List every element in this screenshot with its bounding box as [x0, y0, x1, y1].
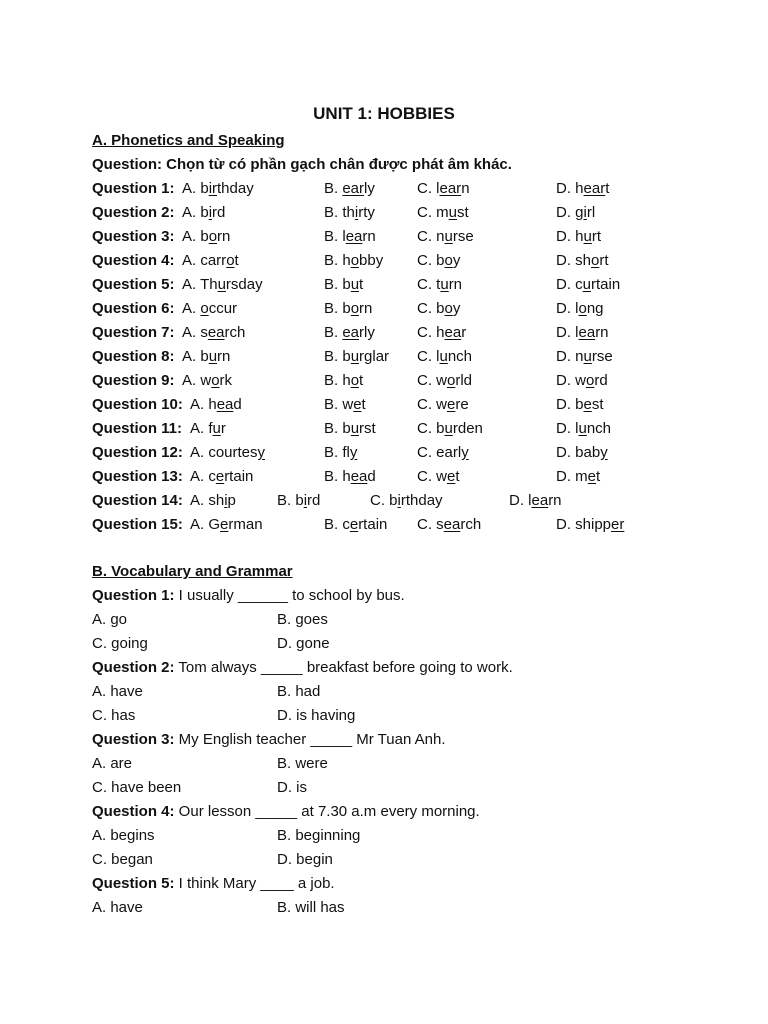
question-label: Question 8: [92, 348, 175, 365]
options-row [92, 849, 492, 871]
answer-option: A. courtesy [190, 444, 266, 461]
underlined-part: e [353, 396, 362, 413]
answer-option: C. have been [92, 779, 182, 796]
question-text: My English teacher _____ Mr Tuan Anh. [174, 731, 446, 748]
vocab-question [92, 657, 513, 679]
answer-option: D. long [556, 300, 604, 317]
question-label: Question 15: [92, 516, 183, 533]
vocab-question [92, 873, 335, 895]
underlined-part: er [611, 516, 625, 533]
phonetics-question-row [92, 346, 692, 368]
underlined-part: o [226, 252, 235, 269]
underlined-part: u [440, 276, 449, 293]
answer-option: B. will has [277, 899, 345, 916]
answer-option: C. burden [417, 420, 483, 437]
underlined-part: i [208, 204, 213, 221]
phonetics-question-row [92, 466, 692, 488]
question-label: Question 1: [92, 587, 175, 604]
phonetics-question-row [92, 178, 692, 200]
answer-option: A. German [190, 516, 263, 533]
phonetics-question-row [92, 418, 692, 440]
answer-option: C. birthday [370, 492, 443, 509]
phonetics-question-row [92, 490, 692, 512]
underlined-part: e [447, 396, 456, 413]
question-label: Question 2: [92, 659, 175, 676]
underlined-part: e [583, 396, 592, 413]
underlined-part: e [349, 516, 359, 533]
answer-option: C. wet [417, 468, 460, 485]
underlined-part: o [444, 252, 453, 269]
answer-option: A. go [92, 611, 128, 628]
underlined-part: i [303, 492, 308, 509]
answer-option: A. have [92, 899, 143, 916]
underlined-part: u [583, 348, 592, 365]
underlined-part: y [349, 444, 358, 461]
answer-option: B. burst [324, 420, 376, 437]
underlined-part: ea [531, 492, 549, 509]
answer-option: C. search [417, 516, 482, 533]
underlined-part: ea [444, 324, 462, 341]
answer-option: A. occur [182, 300, 238, 317]
options-row [92, 825, 492, 847]
underlined-part: o [350, 300, 360, 317]
underlined-part: u [350, 420, 360, 437]
answer-option: C. lunch [417, 348, 473, 365]
underlined-part: e [447, 468, 456, 485]
answer-option: C. boy [417, 300, 461, 317]
underlined-part: ea [342, 324, 360, 341]
answer-option: D. baby [556, 444, 608, 461]
answer-option: B. early [324, 180, 375, 197]
answer-option: C. going [92, 635, 148, 652]
answer-option: D. met [556, 468, 601, 485]
question-label: Question 5: [92, 875, 175, 892]
instruction-text: Chọn từ có phần gạch chân được phát âm khác. [162, 156, 512, 173]
vocab-question [92, 585, 405, 607]
answer-option: A. born [182, 228, 231, 245]
answer-option: A. are [92, 755, 133, 772]
answer-option: B. burglar [324, 348, 390, 365]
underlined-part: y [257, 444, 266, 461]
answer-option: C. early [417, 444, 469, 461]
options-row [92, 753, 492, 775]
answer-option: C. nurse [417, 228, 474, 245]
options-row [92, 777, 492, 799]
answer-option: A. Thursday [182, 276, 263, 293]
question-label: Question 9: [92, 372, 175, 389]
underlined-part: i [354, 204, 359, 221]
question-label: Question 3: [92, 228, 175, 245]
answer-option: B. thirty [324, 204, 375, 221]
answer-option: A. burn [182, 348, 231, 365]
underlined-part: o [350, 252, 360, 269]
phonetics-question-row [92, 394, 692, 416]
answer-option: D. curtain [556, 276, 621, 293]
page-title: UNIT 1: HOBBIES [313, 104, 455, 123]
question-label: Question 13: [92, 468, 183, 485]
question-label: Question 4: [92, 803, 175, 820]
underlined-part: o [208, 228, 218, 245]
answer-option: D. short [556, 252, 609, 269]
question-text: Tom always _____ breakfast before going to work. [174, 659, 513, 676]
options-row [92, 705, 492, 727]
answer-option: C. world [417, 372, 473, 389]
answer-option: A. fur [190, 420, 226, 437]
answer-option: D. learn [509, 492, 562, 509]
answer-option: B. fly [324, 444, 358, 461]
underlined-part: u [582, 276, 592, 293]
phonetics-question-row [92, 202, 692, 224]
underlined-part: u [212, 420, 221, 437]
phonetics-question-row [92, 442, 692, 464]
underlined-part: ea [216, 396, 234, 413]
vocab-question [92, 801, 480, 823]
underlined-part: u [578, 420, 587, 437]
answer-option: B. goes [277, 611, 328, 628]
answer-option: B. early [324, 324, 375, 341]
phonetics-question-row [92, 274, 692, 296]
answer-option: D. girl [556, 204, 596, 221]
answer-option: C. began [92, 851, 153, 868]
underlined-part: ear [342, 180, 365, 197]
options-row [92, 609, 492, 631]
question-label: Question 4: [92, 252, 175, 269]
answer-option: D. is [277, 779, 307, 796]
answer-option: B. head [324, 468, 376, 485]
phonetics-question-row [92, 370, 692, 392]
underlined-part: o [200, 300, 209, 317]
answer-option: A. carrot [182, 252, 239, 269]
answer-option: B. had [277, 683, 321, 700]
section-a-heading: A. Phonetics and Speaking [92, 132, 285, 149]
answer-option: A. ship [190, 492, 236, 509]
instruction-label: Question: [92, 156, 162, 173]
answer-option: B. hot [324, 372, 364, 389]
answer-option: B. wet [324, 396, 366, 413]
question-label: Question 1: [92, 180, 175, 197]
underlined-part: e [587, 468, 597, 485]
answer-option: C. were [417, 396, 469, 413]
answer-option: B. but [324, 276, 364, 293]
options-row [92, 681, 492, 703]
answer-option: B. learn [324, 228, 376, 245]
answer-option: C. must [417, 204, 469, 221]
underlined-part: u [444, 420, 453, 437]
underlined-part: o [444, 300, 453, 317]
underlined-part: o [578, 300, 587, 317]
phonetics-question-row [92, 322, 692, 344]
answer-option: D. hurt [556, 228, 602, 245]
underlined-part: o [586, 372, 595, 389]
answer-option: C. hear [417, 324, 467, 341]
phonetics-question-row [92, 250, 692, 272]
answer-option: B. certain [324, 516, 388, 533]
section-b-heading: B. Vocabulary and Grammar [92, 563, 293, 580]
vocab-question [92, 729, 446, 751]
phonetics-question-row [92, 298, 692, 320]
underlined-part: u [439, 348, 448, 365]
answer-option: A. begins [92, 827, 155, 844]
answer-option: D. shipper [556, 516, 625, 533]
underlined-part: u [350, 276, 360, 293]
answer-option: D. is having [277, 707, 356, 724]
question-label: Question 7: [92, 324, 175, 341]
answer-option: B. hobby [324, 252, 384, 269]
underlined-part: y [461, 444, 469, 461]
underlined-part: u [350, 348, 360, 365]
underlined-part: o [591, 252, 600, 269]
answer-option: B. born [324, 300, 373, 317]
answer-option: A. search [182, 324, 246, 341]
underlined-part: u [208, 348, 218, 365]
answer-option: A. certain [190, 468, 254, 485]
options-row [92, 897, 492, 919]
underlined-part: u [448, 204, 458, 221]
question-text: Our lesson _____ at 7.30 a.m every morning. [174, 803, 480, 820]
underlined-part: e [220, 516, 229, 533]
answer-option: D. best [556, 396, 604, 413]
underlined-part: ear [439, 180, 462, 197]
question-label: Question 2: [92, 204, 175, 221]
question-label: Question 3: [92, 731, 175, 748]
underlined-part: e [215, 468, 225, 485]
question-label: Question 6: [92, 300, 175, 317]
answer-option: D. begin [277, 851, 333, 868]
answer-option: D. gone [277, 635, 330, 652]
question-label: Question 10: [92, 396, 183, 413]
answer-option: D. word [556, 372, 608, 389]
underlined-part: ir [208, 180, 218, 197]
question-label: Question 5: [92, 276, 175, 293]
answer-option: A. have [92, 683, 143, 700]
underlined-part: ea [207, 324, 225, 341]
answer-option: B. were [277, 755, 328, 772]
underlined-part: o [447, 372, 456, 389]
underlined-part: ea [443, 516, 461, 533]
question-label: Question 14: [92, 492, 183, 509]
options-row [92, 633, 492, 655]
answer-option: A. head [190, 396, 242, 413]
answer-option: A. work [182, 372, 233, 389]
underlined-part: o [211, 372, 220, 389]
underlined-part: u [444, 228, 453, 245]
answer-option: C. has [92, 707, 136, 724]
phonetics-question-row [92, 226, 692, 248]
underlined-part: u [217, 276, 226, 293]
underlined-part: y [600, 444, 608, 461]
answer-option: D. heart [556, 180, 610, 197]
answer-option: C. boy [417, 252, 461, 269]
answer-option: D. lunch [556, 420, 612, 437]
answer-option: A. birthday [182, 180, 254, 197]
question-label: Question 11: [92, 420, 183, 437]
underlined-part: u [583, 228, 592, 245]
question-text: I usually ______ to school by bus. [174, 587, 405, 604]
underlined-part: i [397, 492, 401, 509]
phonetics-question-row [92, 514, 692, 536]
underlined-part: i [583, 204, 587, 221]
underlined-part: ea [578, 324, 596, 341]
section-a-instruction [92, 154, 512, 176]
underlined-part: ea [350, 468, 368, 485]
underlined-part: o [350, 372, 360, 389]
answer-option: B. bird [277, 492, 321, 509]
answer-option: D. nurse [556, 348, 613, 365]
underlined-part: ear [583, 180, 606, 197]
answer-option: C. turn [417, 276, 463, 293]
question-label: Question 12: [92, 444, 183, 461]
answer-option: B. beginning [277, 827, 361, 844]
underlined-part: ea [345, 228, 363, 245]
answer-option: A. bird [182, 204, 226, 221]
question-text: I think Mary ____ a job. [174, 875, 335, 892]
answer-option: D. learn [556, 324, 609, 341]
answer-option: C. learn [417, 180, 470, 197]
underlined-part: i [224, 492, 228, 509]
